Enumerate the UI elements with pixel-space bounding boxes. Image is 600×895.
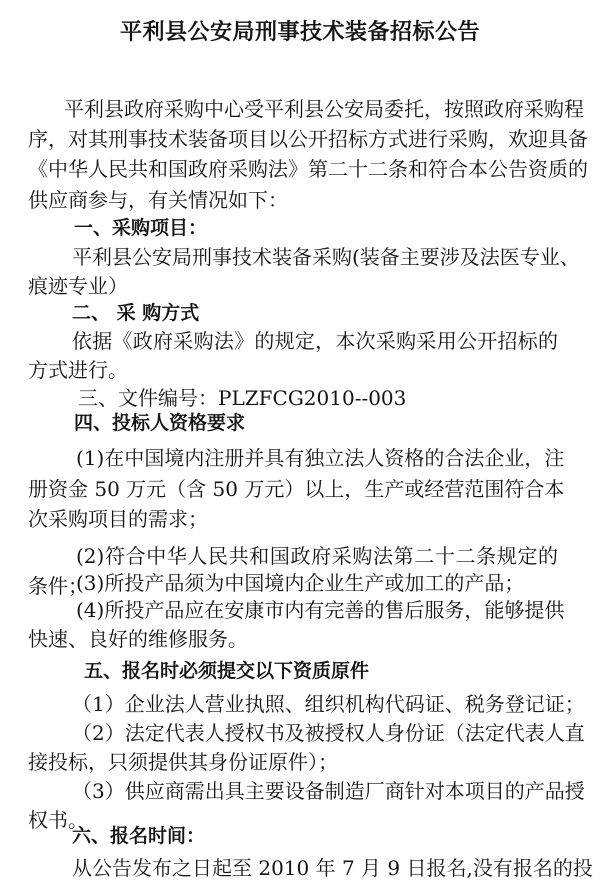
intro-line-3: 《中华人民共和国政府采购法》第二十二条和符合本公告资质的 (28, 157, 588, 181)
section-4-line-4: (2)符合中华人民共和国政府采购法第二十二条规定的 (76, 544, 558, 568)
section-3-heading: 三、文件编号：PLZFCG2010--003 (78, 386, 407, 410)
section-5-line-4: （3）供应商需出具主要设备制造厂商针对本项目的产品授 (72, 779, 585, 803)
intro-line-4: 供应商参与，有关情况如下： (28, 188, 288, 212)
section-5-line-1: （1）企业法人营业执照、组织机构代码证、税务登记证； (72, 692, 585, 716)
intro-line-2: 序，对其刑事技术装备项目以公开招标方式进行采购，欢迎具备 (28, 127, 588, 151)
page-title: 平利县公安局刑事技术装备招标公告 (119, 19, 480, 45)
section-1-line-2: 痕迹专业） (28, 274, 128, 298)
section-6-heading: 六、报名时间： (72, 825, 206, 847)
section-4-line-5: 条件； (28, 574, 88, 598)
section-2-line-1: 依据《政府采购法》的规定，本次采购采用公开招标的 (72, 329, 558, 353)
section-5-line-3: 接投标，只须提供其身份证原件）； (28, 750, 338, 774)
intro-line-1: 平利县政府采购中心受平利县公安局委托，按照政府采购程 (64, 97, 584, 121)
section-4-line-1: (1)在中国境内注册并具有独立法人资格的合法企业，注 (76, 446, 565, 470)
section-5-heading: 五、报名时必须提交以下资质原件 (84, 660, 370, 682)
section-4-line-7: (4)所投产品应在安康市内有完善的售后服务，能够提供 (76, 598, 565, 622)
section-4-line-2: 册资金 50 万元（含 50 万元）以上，生产或经营范围符合本 (28, 477, 565, 501)
section-4-line-6: (3)所投产品须为中国境内企业生产或加工的产品； (76, 571, 525, 595)
section-1-line-1: 平利县公安局刑事技术装备采购(装备主要涉及法医专业、 (72, 245, 580, 269)
section-6-line-1: 从公告发布之日起至 2010 年 7 月 9 日报名,没有报名的投 (72, 856, 593, 880)
section-5-line-2: （2）法定代表人授权书及被授权人身份证（法定代表人直 (72, 721, 585, 745)
section-4-heading: 四、投标人资格要求 (74, 412, 246, 434)
section-1-heading: 一、采购项目： (74, 217, 208, 239)
section-2-line-2: 方式进行。 (28, 358, 128, 382)
section-5-line-5: 权书。 (28, 808, 88, 832)
section-2-heading: 二、 采 购方式 (72, 302, 200, 324)
section-4-line-3: 次采购项目的需求； (28, 507, 208, 531)
section-4-line-8: 快速、良好的维修服务。 (28, 627, 248, 651)
